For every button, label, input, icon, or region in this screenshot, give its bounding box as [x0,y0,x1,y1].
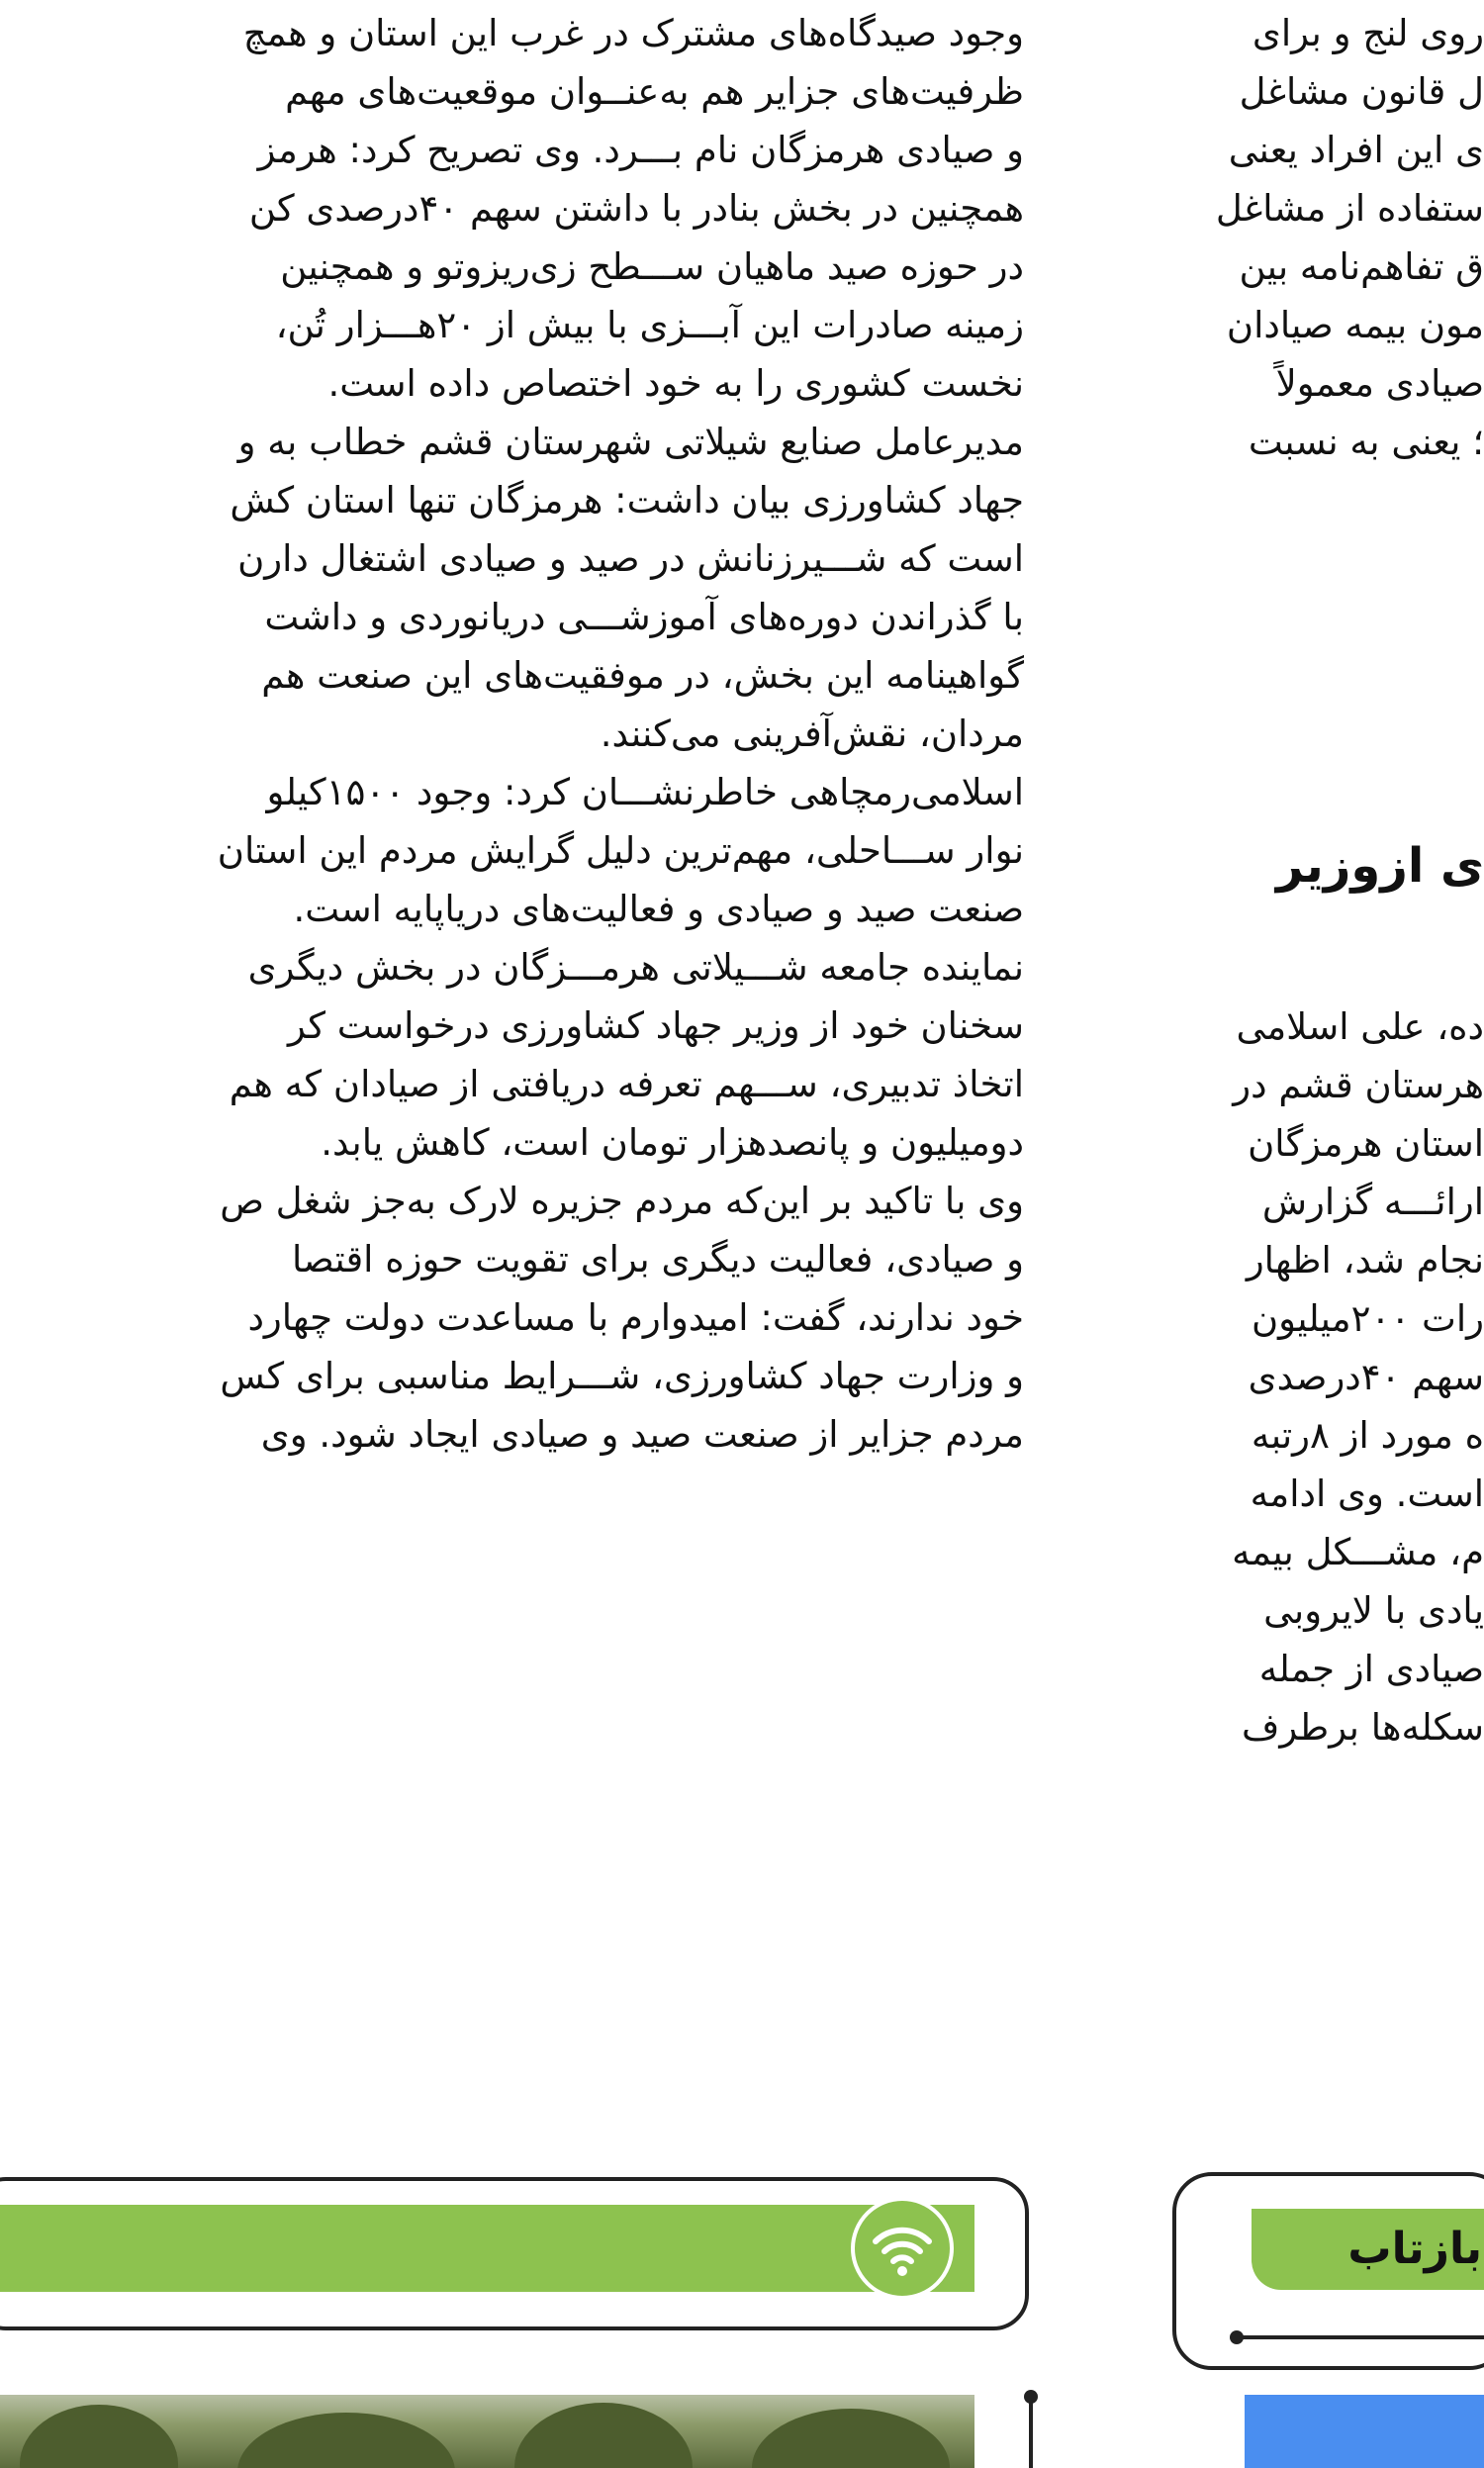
article-line: ارائـــه گزارش [1261,1181,1484,1223]
article-line: است که شـــیرزنانش در صید و صیادی اشتغال دارن [237,537,1024,580]
article-line: نماینده جامعه شـــیلاتی هرمـــزگان در بخش دیگری [247,946,1024,989]
article-line: ل قانون مشاغل [1239,70,1484,113]
article-line: وجود صیدگاه‌های مشترک در غرب این استان و همچ [242,12,1024,54]
article-line: و صیادی هرمزگان نام بـــرد. وی تصریح کرد: هرمز [257,129,1024,171]
article-line: نوار ســـاحلی، مهم‌ترین دلیل گرایش مردم این استان [217,829,1024,872]
article-line: و وزارت جهاد کشاورزی، شـــرایط مناسبی برای کس [220,1355,1024,1397]
article-line: مدیرعامل صنایع شیلاتی شهرستان قشم خطاب به و [237,421,1024,463]
article-line: یادی با لایروبی [1263,1589,1484,1632]
article-line: م، مشـــکل بیمه [1232,1531,1484,1573]
blue-image-block [1245,2395,1484,2468]
section-banner-bar [0,2205,974,2292]
article-line: جهاد کشاورزی بیان داشت: هرمزگان تنها استان کش [230,479,1024,522]
photo-foliage [237,2413,455,2468]
article-line: در حوزه صید ماهیان ســـطح زی‌ریزوتو و همچنین [280,245,1024,288]
article-line: اتخاذ تدبیری، ســـهم تعرفه دریافتی از صیادان که هم [229,1063,1024,1105]
article-line: سکله‌ها برطرف [1242,1706,1484,1749]
article-line: وی با تاکید بر این‌که مردم جزیره لارک به‌جز شغل ص [220,1180,1024,1222]
article-line: ه مورد از ۸رتبه [1251,1414,1484,1457]
article-line: با گذراندن دوره‌های آموزشـــی دریانوردی و داشت [264,596,1024,638]
article-line: ی این افراد یعنی [1228,129,1484,171]
article-line: ده، علی اسلامی [1236,1005,1484,1048]
article-line: و صیادی، فعالیت دیگری برای تقویت حوزه اقتصا [291,1238,1024,1281]
horizontal-rule [1237,2335,1484,2339]
article-line: مردان، نقش‌آفرینی می‌کنند. [600,712,1024,755]
article-line: روی لنج و برای [1252,12,1484,54]
article-line: ؛ یعنی به نسبت [1248,421,1484,463]
article-line: همچنین در بخش بنادر با داشتن سهم ۴۰درصدی کن [248,187,1024,230]
article-line: ق تفاهم‌نامه بین [1239,245,1484,288]
article-line: نجام شد، اظهار [1246,1239,1484,1281]
article-line: سخنان خود از وزیر جهاد کشاورزی درخواست کر [288,1004,1024,1047]
article-line: صیادی معمولاً [1275,362,1484,405]
vertical-rule [1029,2395,1033,2468]
article-line: صیادی از جمله [1258,1648,1484,1690]
article-line: مردم جزایر از صنعت صید و صیادی ایجاد شود. وی [260,1413,1024,1456]
section-tab-label: بازتاب [1347,2224,1482,2274]
article-line: اسلامی‌رمچاهی خاطرنشـــان کرد: وجود ۱۵۰۰کیلو [266,771,1024,813]
article-line: استان هرمزگان [1248,1122,1484,1165]
article-line: دومیلیون و پانصدهزار تومان است، کاهش یابد. [321,1121,1024,1164]
subheading: ی ازوزیر [1275,838,1484,894]
wifi-icon-glyph [870,2216,935,2281]
article-line: زمینه صادرات این آبـــزی با بیش از ۲۰هـــزار تُن، [275,304,1024,346]
article-line: مون بیمه صیادان [1226,304,1484,346]
photo-foliage [20,2405,178,2468]
article-line: است. وی ادامه [1250,1472,1484,1515]
wifi-icon [851,2197,954,2300]
article-line: ظرفیت‌های جزایر هم به‌عنــوان موقعیت‌های مهم [285,70,1024,113]
photo-foliage [752,2409,950,2468]
article-line: نخست کشوری را به خود اختصاص داده است. [327,362,1024,405]
news-photo [0,2395,974,2468]
photo-foliage [514,2403,693,2468]
article-line: ستفاده از مشاغل [1215,187,1484,230]
article-line: صنعت صید و صیادی و فعالیت‌های دریاپایه است. [293,888,1024,930]
article-line: گواهینامه این بخش، در موفقیت‌های این صنعت هم [261,654,1024,697]
article-line: رات ۲۰۰میلیون [1251,1297,1484,1340]
article-line: سهم ۴۰درصدی [1248,1356,1484,1398]
article-line: خود ندارند، گفت: امیدوارم با مساعدت دولت چهارد [247,1296,1024,1339]
article-line: هرستان قشم در [1233,1064,1484,1106]
